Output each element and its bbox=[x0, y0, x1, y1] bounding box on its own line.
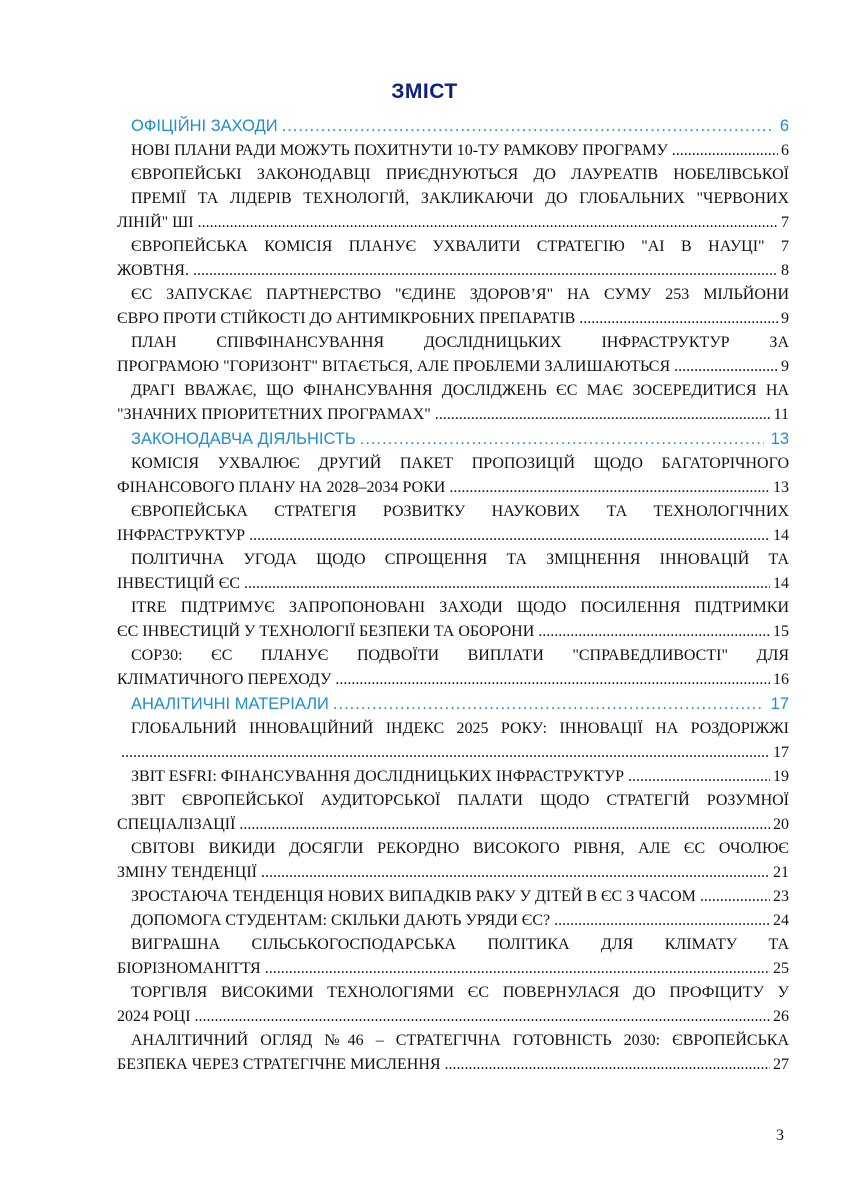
toc-entry-text: ДОПОМОГА СТУДЕНТАМ: СКІЛЬКИ ДАЮТЬ УРЯДИ ЄС? bbox=[131, 912, 551, 929]
toc-page-number: 27 bbox=[773, 1056, 789, 1073]
toc-title: ЗМІСТ bbox=[391, 80, 458, 103]
toc-page-number: 16 bbox=[773, 671, 789, 688]
table-of-contents bbox=[117, 114, 789, 1077]
toc-dot-leader bbox=[449, 476, 770, 500]
toc-page-number: 13 bbox=[770, 430, 789, 448]
toc-section[interactable] bbox=[117, 114, 789, 139]
toc-entry[interactable] bbox=[117, 452, 789, 500]
toc-entry-text: ЖОВТНЯ. bbox=[117, 262, 189, 279]
toc-entry-text: ФІНАНСОВОГО ПЛАНУ НА 2028–2034 РОКИ bbox=[117, 479, 446, 496]
toc-entry[interactable] bbox=[117, 909, 789, 933]
toc-entry-text: ІНФРАСТРУКТУР bbox=[117, 527, 246, 544]
toc-entry-text: КОМІСІЯ УХВАЛЮЄ ДРУГИЙ ПАКЕТ ПРОПОЗИЦІЙ ЩОДО БАГАТОРІЧНОГО bbox=[131, 455, 789, 472]
toc-entry[interactable] bbox=[117, 765, 789, 789]
toc-page-number: 21 bbox=[773, 864, 789, 881]
toc-page-number: 9 bbox=[781, 358, 789, 375]
toc-page-number: 11 bbox=[773, 406, 789, 423]
toc-dot-leader bbox=[672, 139, 778, 163]
toc-dot-leader bbox=[121, 741, 770, 765]
toc-entry-text: ЛІНІЙ" ШІ bbox=[117, 214, 194, 231]
toc-entry-text: ТОРГІВЛЯ ВИСОКИМИ ТЕХНОЛОГІЯМИ ЄС ПОВЕРНУЛАСЯ ДО ПРОФІЦИТУ У bbox=[131, 984, 789, 1001]
toc-entry-text: ITRE ПІДТРИМУЄ ЗАПРОПОНОВАНІ ЗАХОДИ ЩОДО ПОСИЛЕННЯ ПІДТРИМКИ bbox=[131, 599, 789, 616]
toc-dot-leader bbox=[193, 259, 778, 283]
toc-dot-leader bbox=[579, 307, 778, 331]
toc-entry[interactable] bbox=[117, 644, 789, 692]
toc-entry[interactable] bbox=[117, 139, 789, 163]
toc-dot-leader bbox=[249, 524, 770, 548]
toc-entry-text: СПЕЦІАЛІЗАЦІЇ bbox=[117, 816, 236, 833]
toc-entry-text: ДРАГІ ВВАЖАЄ, ЩО ФІНАНСУВАННЯ ДОСЛІДЖЕНЬ ЄС МАЄ ЗОСЕРЕДИТИСЯ НА bbox=[131, 382, 789, 399]
toc-entry[interactable] bbox=[117, 837, 789, 885]
toc-dot-leader bbox=[435, 403, 771, 427]
toc-entry[interactable] bbox=[117, 163, 789, 235]
toc-dot-leader bbox=[195, 1005, 770, 1029]
toc-entry[interactable] bbox=[117, 379, 789, 427]
toc-entry-text: ЗРОСТАЮЧА ТЕНДЕНЦІЯ НОВИХ ВИПАДКІВ РАКУ У ДІТЕЙ В ЄС З ЧАСОМ bbox=[131, 888, 696, 905]
toc-entry-text: ПОЛІТИЧНА УГОДА ЩОДО СПРОЩЕННЯ ТА ЗМІЦНЕННЯ ІННОВАЦІЙ ТА bbox=[131, 551, 789, 568]
toc-entry-text: КЛІМАТИЧНОГО ПЕРЕХОДУ bbox=[117, 671, 332, 688]
toc-entry[interactable] bbox=[117, 596, 789, 644]
toc-entry-text: ПРЕМІЇ ТА ЛІДЕРІВ ТЕХНОЛОГІЙ, ЗАКЛИКАЮЧИ ДО ГЛОБАЛЬНИХ "ЧЕРВОНИХ bbox=[131, 190, 789, 207]
toc-page-number: 19 bbox=[773, 768, 789, 785]
toc-entry-text: АНАЛІТИЧНИЙ ОГЛЯД №46 – СТРАТЕГІЧНА ГОТОВНІСТЬ 2030: ЄВРОПЕЙСЬКА bbox=[131, 1032, 789, 1049]
toc-dot-leader bbox=[282, 114, 773, 139]
toc-entry[interactable] bbox=[117, 331, 789, 379]
toc-entry[interactable] bbox=[117, 1029, 789, 1077]
toc-page-number: 6 bbox=[781, 142, 789, 159]
toc-entry-text: БІОРІЗНОМАНІТТЯ bbox=[117, 960, 261, 977]
toc-entry-text: ЗВІТ ESFRI: ФІНАНСУВАННЯ ДОСЛІДНИЦЬКИХ ІНФРАСТРУКТУР bbox=[131, 768, 624, 785]
toc-section[interactable] bbox=[117, 427, 789, 452]
toc-section-title: АНАЛІТИЧНІ МАТЕРІАЛИ bbox=[131, 695, 329, 713]
toc-entry[interactable] bbox=[117, 500, 789, 548]
toc-page-number: 17 bbox=[770, 695, 789, 713]
toc-page-number: 8 bbox=[781, 262, 789, 279]
toc-entry-text: ГЛОБАЛЬНИЙ ІННОВАЦІЙНИЙ ІНДЕКС 2025 РОКУ: ІННОВАЦІЇ НА РОЗДОРІЖЖІ bbox=[131, 720, 789, 737]
toc-page-number: 26 bbox=[773, 1008, 789, 1025]
toc-entry-text: 2024 РОЦІ bbox=[117, 1008, 191, 1025]
toc-entry-text: ЄВРОПЕЙСЬКА КОМІСІЯ ПЛАНУЄ УХВАЛИТИ СТРАТЕГІЮ "AI В НАУЦІ" 7 bbox=[131, 238, 789, 255]
toc-section[interactable] bbox=[117, 692, 789, 717]
toc-entry-text: ЄС ЗАПУСКАЄ ПАРТНЕРСТВО "ЄДИНЕ ЗДОРОВ’Я" НА СУМУ 253 МІЛЬЙОНИ bbox=[131, 286, 789, 303]
page-number: 3 bbox=[776, 1127, 784, 1144]
toc-entry-text: ЄВРОПЕЙСЬКІ ЗАКОНОДАВЦІ ПРИЄДНУЮТЬСЯ ДО ЛАУРЕАТІВ НОБЕЛІВСЬКОЇ bbox=[131, 166, 789, 183]
toc-section-title: ОФІЦІЙНІ ЗАХОДИ bbox=[131, 117, 278, 135]
toc-dot-leader bbox=[628, 765, 770, 789]
toc-entry-text: ЗВІТ ЄВРОПЕЙСЬКОЇ АУДИТОРСЬКОЇ ПАЛАТИ ЩОДО СТРАТЕГІЙ РОЗУМНОЇ bbox=[131, 792, 789, 809]
toc-entry-text: НОВІ ПЛАНИ РАДИ МОЖУТЬ ПОХИТНУТИ 10-ТУ РАМКОВУ ПРОГРАМУ bbox=[131, 142, 668, 159]
toc-entry-text: ЗМІНУ ТЕНДЕНЦІЇ bbox=[117, 864, 258, 881]
toc-section-title: ЗАКОНОДАВЧА ДІЯЛЬНІСТЬ bbox=[131, 430, 356, 448]
toc-page-number: 13 bbox=[773, 479, 789, 496]
toc-dot-leader bbox=[445, 1053, 770, 1077]
toc-entry-text: ІНВЕСТИЦІЙ ЄС bbox=[117, 575, 240, 592]
toc-dot-leader bbox=[265, 957, 770, 981]
toc-entry[interactable] bbox=[117, 235, 789, 283]
toc-dot-leader bbox=[674, 355, 778, 379]
toc-entry[interactable] bbox=[117, 885, 789, 909]
toc-entry-text: ВИГРАШНА СІЛЬСЬКОГОСПОДАРСЬКА ПОЛІТИКА ДЛЯ КЛІМАТУ ТА bbox=[131, 936, 789, 953]
toc-page-number: 17 bbox=[773, 744, 789, 761]
toc-page-number: 20 bbox=[773, 816, 789, 833]
toc-entry-text: БЕЗПЕКА ЧЕРЕЗ СТРАТЕГІЧНЕ МИСЛЕННЯ bbox=[117, 1056, 441, 1073]
toc-dot-leader bbox=[360, 427, 764, 452]
toc-page-number: 7 bbox=[781, 214, 789, 231]
toc-page-number: 24 bbox=[773, 912, 789, 929]
toc-entry-text: ЄС ІНВЕСТИЦІЙ У ТЕХНОЛОГІЇ БЕЗПЕКИ ТА ОБОРОНИ bbox=[117, 623, 535, 640]
toc-entry[interactable] bbox=[117, 717, 789, 765]
toc-entry-text: ПЛАН СПІВФІНАНСУВАННЯ ДОСЛІДНИЦЬКИХ ІНФРАСТРУКТУР ЗА bbox=[131, 334, 789, 351]
toc-dot-leader bbox=[333, 692, 764, 717]
toc-entry-text: COP30: ЄС ПЛАНУЄ ПОДВОЇТИ ВИПЛАТИ "СПРАВЕДЛИВОСТІ" ДЛЯ bbox=[131, 647, 789, 664]
toc-dot-leader bbox=[244, 572, 770, 596]
toc-dot-leader bbox=[198, 211, 778, 235]
toc-entry[interactable] bbox=[117, 283, 789, 331]
toc-entry[interactable] bbox=[117, 981, 789, 1029]
toc-entry[interactable] bbox=[117, 789, 789, 837]
toc-page-number: 15 bbox=[773, 623, 789, 640]
toc-entry-text: "ЗНАЧНИХ ПРІОРИТЕТНИХ ПРОГРАМАХ" bbox=[117, 406, 431, 423]
toc-entry-text: СВІТОВІ ВИКИДИ ДОСЯГЛИ РЕКОРДНО ВИСОКОГО РІВНЯ, АЛЕ ЄС ОЧОЛЮЄ bbox=[131, 840, 789, 857]
toc-entry-text: ПРОГРАМОЮ "ГОРИЗОНТ" ВІТАЄТЬСЯ, АЛЕ ПРОБЛЕМИ ЗАЛИШАЮТЬСЯ bbox=[117, 358, 671, 375]
toc-page-number: 25 bbox=[773, 960, 789, 977]
toc-dot-leader bbox=[700, 885, 770, 909]
toc-entry-text: ЄВРОПЕЙСЬКА СТРАТЕГІЯ РОЗВИТКУ НАУКОВИХ ТА ТЕХНОЛОГІЧНИХ bbox=[131, 503, 789, 520]
toc-dot-leader bbox=[538, 620, 770, 644]
toc-page-number: 23 bbox=[773, 888, 789, 905]
toc-dot-leader bbox=[335, 668, 770, 692]
toc-page-number: 6 bbox=[779, 117, 789, 135]
toc-page-number: 14 bbox=[773, 527, 789, 544]
toc-page-number: 9 bbox=[781, 310, 789, 327]
toc-entry[interactable] bbox=[117, 548, 789, 596]
toc-entry[interactable] bbox=[117, 933, 789, 981]
toc-entry-text: ЄВРО ПРОТИ СТІЙКОСТІ ДО АНТИМІКРОБНИХ ПРЕПАРАТІВ bbox=[117, 310, 576, 327]
toc-dot-leader bbox=[554, 909, 770, 933]
toc-dot-leader bbox=[239, 813, 770, 837]
toc-dot-leader bbox=[261, 861, 770, 885]
toc-page-number: 14 bbox=[773, 575, 789, 592]
